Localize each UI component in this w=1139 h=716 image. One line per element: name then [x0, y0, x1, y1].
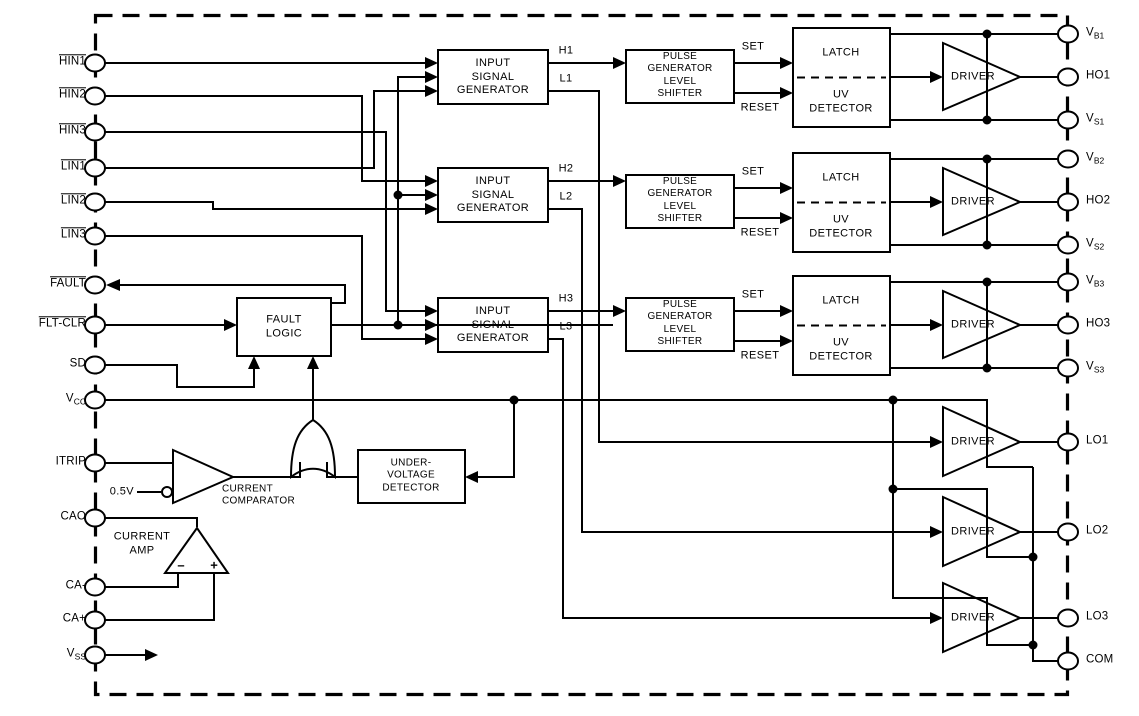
pin-lo2: [1058, 524, 1078, 541]
uv-detector3-label: UV DETECTOR: [809, 336, 873, 362]
pin-label-lo3: LO3: [1086, 610, 1109, 623]
pin-label-hin1: HIN1: [58, 55, 86, 68]
pin-lo1: [1058, 434, 1078, 451]
wire-label-h2: H2: [558, 162, 574, 175]
wire-label-reset3: RESET: [740, 349, 780, 362]
pin-itrip: [85, 455, 105, 472]
pin-vs3: [1058, 360, 1078, 377]
pin-vs1: [1058, 112, 1078, 129]
driver-ho2-label: DRIVER: [951, 195, 995, 208]
pin-ho2: [1058, 194, 1078, 211]
wire-label-h1: H1: [558, 44, 574, 57]
pin-vcc: [85, 392, 105, 409]
pin-label-vs2: $V_{S2}$: [1086, 237, 1105, 252]
pin-label-com: COM: [1086, 653, 1114, 666]
pin-label-vb1: $V_{B1}$: [1086, 26, 1105, 41]
pin-ca-plus: [85, 612, 105, 629]
pin-label-ho2: HO2: [1086, 194, 1111, 207]
pin-flt-clr: [85, 317, 105, 334]
pin-hin1: [85, 55, 105, 72]
pin-ca-minus: [85, 579, 105, 596]
pin-hin3: [85, 124, 105, 141]
pin-label-ca-plus: CA+: [62, 612, 86, 625]
current-amp-triangle: [165, 528, 228, 573]
pin-ho1: [1058, 69, 1078, 86]
driver-ho3-label: DRIVER: [951, 318, 995, 331]
pin-label-vs3: $V_{S3}$: [1086, 360, 1105, 375]
driver-lo2-label: DRIVER: [951, 525, 995, 538]
wire-label-l3: L3: [559, 320, 573, 333]
isg2-label: INPUT SIGNAL GENERATOR: [456, 174, 530, 214]
pin-ho3: [1058, 317, 1078, 334]
pin-vss: [85, 647, 105, 664]
pin-fault: [85, 277, 105, 294]
driver-ho1-label: DRIVER: [951, 70, 995, 83]
pin-label-flt-clr: FLT-CLR: [38, 317, 86, 330]
pin-lin1: [85, 160, 105, 177]
pin-label-vss: $V_{SS}$: [66, 647, 86, 662]
pin-label-fault: FAULT: [50, 277, 86, 290]
pin-label-ca-minus: CA-: [65, 579, 86, 592]
comparator-inverting-bubble: [162, 487, 172, 497]
wire-label-l2: L2: [559, 190, 573, 203]
wire-label-reset1: RESET: [740, 101, 780, 114]
pin-label-lin3: LIN3: [60, 228, 86, 241]
isg3-label: INPUT SIGNAL GENERATOR: [456, 304, 530, 344]
pgls1-label: PULSE GENERATOR LEVEL SHIFTER: [647, 51, 713, 100]
wire-label-l1: L1: [559, 72, 573, 85]
pin-label-hin2: HIN2: [58, 88, 86, 101]
pin-label-ho3: HO3: [1086, 317, 1111, 330]
amp-minus-sign: –: [177, 557, 185, 573]
current-comparator-label: CURRENT COMPARATOR: [222, 483, 296, 507]
pin-label-vb3: $V_{B3}$: [1086, 274, 1105, 289]
pin-vb1: [1058, 26, 1078, 43]
pin-label-itrip: ITRIP: [55, 455, 86, 468]
wire-label-set1: SET: [741, 40, 765, 53]
pin-label-hin3: HIN3: [58, 124, 86, 137]
pin-lin3: [85, 228, 105, 245]
uv-detector2-label: UV DETECTOR: [809, 213, 873, 239]
pin-label-lo1: LO1: [1086, 434, 1109, 447]
uv-detector1-label: UV DETECTOR: [809, 88, 873, 114]
pin-sd: [85, 357, 105, 374]
driver-lo1-label: DRIVER: [951, 435, 995, 448]
wire-label-set2: SET: [741, 165, 765, 178]
pin-lin2: [85, 194, 105, 211]
latch1-label: LATCH: [822, 46, 860, 59]
wire-label-reset2: RESET: [740, 226, 780, 239]
pin-label-vb2: $V_{B2}$: [1086, 151, 1105, 166]
pin-label-lin1: LIN1: [60, 160, 86, 173]
pin-vs2: [1058, 237, 1078, 254]
amp-plus-sign: +: [210, 557, 218, 573]
pin-label-lin2: LIN2: [60, 194, 86, 207]
pin-label-ho1: HO1: [1086, 69, 1111, 82]
wire-label-set3: SET: [741, 288, 765, 301]
pin-label-lo2: LO2: [1086, 524, 1109, 537]
pin-lo3: [1058, 610, 1078, 627]
vref-label: 0.5V: [109, 485, 134, 498]
wire-label-h3: H3: [558, 292, 574, 305]
driver-lo3-label: DRIVER: [951, 611, 995, 624]
pin-com: [1058, 653, 1078, 670]
or-gate: [291, 420, 335, 477]
pgls3-label: PULSE GENERATOR LEVEL SHIFTER: [647, 299, 713, 348]
latch2-label: LATCH: [822, 171, 860, 184]
fault-logic-label: FAULT LOGIC: [265, 313, 303, 339]
pgls2-label: PULSE GENERATOR LEVEL SHIFTER: [647, 176, 713, 225]
pin-label-sd: SD: [69, 357, 86, 370]
current-amp-label: CURRENT AMP: [113, 530, 171, 556]
pin-label-cao: CAO: [60, 510, 86, 523]
pin-vb2: [1058, 151, 1078, 168]
latch3-label: LATCH: [822, 294, 860, 307]
isg1-label: INPUT SIGNAL GENERATOR: [456, 56, 530, 96]
pin-label-vcc: $V_{CC}$: [65, 392, 86, 407]
pin-vb3: [1058, 274, 1078, 291]
undervoltage-detector-label: UNDER- VOLTAGE DETECTOR: [382, 457, 440, 494]
pin-cao: [85, 510, 105, 527]
pin-hin2: [85, 88, 105, 105]
pin-label-vs1: $V_{S1}$: [1086, 112, 1105, 127]
